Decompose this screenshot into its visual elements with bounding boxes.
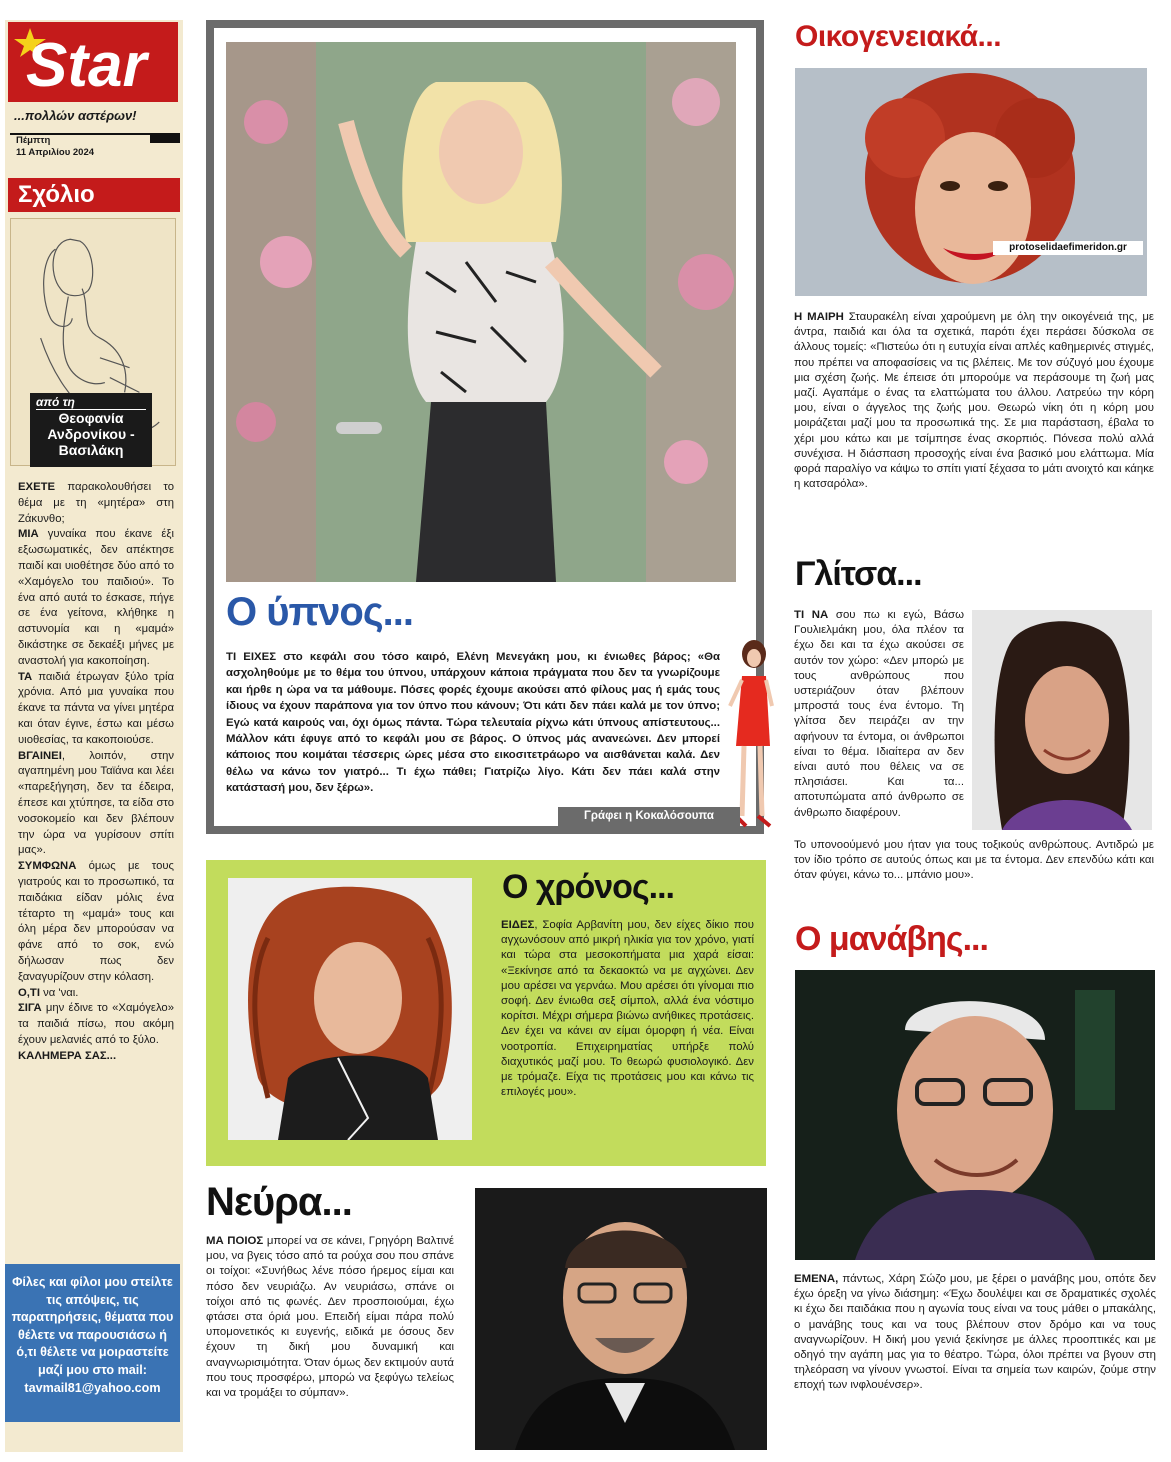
paragraph: Η ΜΑΙΡΗ Σταυρακέλη είναι χαρούμενη με όλη την οικογένειά της, με άντρα, παιδιά και όλα τα σχετικά, παρότι έχει περάσει δύσκολα σε άλλους τομείς: «Πιστεύω ότι η ευτυχία είναι απλές καθημερινές στιγμές, που πρέπει να αποφασίσεις να τις βλέπεις. Με τον σύζυγό μου έχουμε μια σχέση ζωής. Με έπεισε ότι μπορούμε να περάσουμε τη ζωή μας μαζί. Αγαπάμε ο ένας τα ελαττώματα του άλλου. Λατρεύω την κόρη μου, είναι ο άγγελος της ζωής μου. Θεωρώ νίκη ότι η κόρη μου μοιράζεται μαζί μου τα προσωπικά της. Σε μια παράσταση, έβαλα το χέρι μου κάτω και με τσίμπησε ένας σκορπιός. Πόνεσα πολύ αλλά συνέχισα. Η διάσπαση προσοχής είναι ένα βασικό μου ελάττωμα. Μία φορά παραλίγο να κάψω το σπίτι γιατί ξέχασα το μάτι ανοιχτό και κάηκε η κατσαρόλα». (794, 311, 1154, 491)
nerves-article-photo (475, 1188, 767, 1450)
paragraph: ΕΜΕΝΑ, πάντως, Χάρη Σώζο μου, με ξέρει ο μανάβης μου, οπότε δεν έχω όρεξη να γίνω διάσημη: «Έχω δουλέψει και σε δραματικές σχολές κι έχω δει παιδάκια που η αγωνία τους είναι να τους μάθει ο μπακάλης, ο μανάβης τους και να τους βλέπουν στον δρόμο και να τους αναγνωρίζουν. Η δική μου γενιά ξεκίνησε με άλλες προοπτικές και με οδηγό την αγάπη μας για το θέατρο. Τώρα, όλοι πρέπει να βγουν στη τηλεόραση να γίνουν γνωστοί. Είναι τα σημεία των καιρών, ζούμε στην εποχή των ινφλουένσερ». (794, 1273, 1156, 1392)
family-article-photo (795, 68, 1147, 296)
columnist-figurine-illustration (728, 636, 774, 836)
slogan: ...πολλών αστέρων! (14, 108, 137, 123)
time-article-text (501, 918, 754, 1100)
main-article-byline: Γράφει η Κοκαλόσουπα (558, 807, 740, 826)
watermark-text: protoselidaefimeridon.gr (993, 241, 1143, 255)
main-article-text (226, 649, 720, 797)
paragraph: ΒΓΑΙΝΕΙ, λοιπόν, στην αγαπημένη μου Ταϊάνα και λέει «παρεξήγηση, δεν τα έδειρα, έπεσε και χτύπησε, τα είδα στο νοσοκομείο και δεν βλέπουν την ώρα να γυρίσουν σπίτι μας». (18, 749, 174, 857)
paragraph: ΣΙΓΑ μην έδινε το «Χαμόγελο» τα παιδιά πίσω, που ακόμη έχουν μελανιές από το ξύλο. (18, 1002, 174, 1046)
slime-article-text-continued (794, 838, 1154, 884)
paragraph: ΤΙ ΕΙΧΕΣ στο κεφάλι σου τόσο καιρό, Ελένη Μενεγάκη μου, κι ένιωθες βάρος; «Θα ασχοληθούμε με το θέμα του ύπνου, υπάρχουν κάποια πράγματα που δεν τα γνωρίζουμε και ήρθε η ώρα να τα μάθουμε. Πόσες φορές έχουμε ακούσει από φίλους μας ή εμάς τους ίδιους να έχουν παράπονα για τον ύπνο που κάνουν; Ότι κάτι δεν πάει καλά με τον ύπνο; Εγώ κατά καιρούς ναι, όχι όμως πάντα. Τώρα τελευταία ρίχνω κάτι ύπνους απίστευτους... Μάλλον κάτι έφυγε από το κεφάλι μου σε βάρος. Ο ύπνος μάς ανανεώνει. Δεν μπορεί κάποιος που κοιμάται τέσσερις ώρες μέσα στο εικοσιτετράωρο να αισθάνεται καλά. Δεν θέλω να κάνω τον γιατρό... Τι έχω πάθει; Γιατρίζω λίγο. Κάτι δεν πάει καλά στην κατάστασή μου, δεν ξέρω». (226, 651, 720, 795)
section-title-comment: Σχόλιο (8, 178, 180, 212)
sidebar-comment-text (18, 480, 174, 1064)
time-article-title: Ο χρόνος... (502, 868, 674, 906)
star-logo (8, 22, 178, 102)
greengrocer-article-photo (795, 970, 1155, 1260)
paragraph: ΚΑΛΗΜΕΡΑ ΣΑΣ... (18, 1049, 117, 1062)
family-article-text (794, 310, 1154, 492)
paragraph: Ο,ΤΙ να 'ναι. (18, 986, 79, 999)
logo-text: Star (26, 31, 147, 100)
paragraph: Το υπονοούμενό μου ήταν για τους τοξικούς ανθρώπους. Αντιδρώ με τον ίδιο τρόπο σε αυτούς όπως και με τα έντομα. Δεν επενδύω κάτι και όταν φύγει, κάνω το... μπάνιο μου». (794, 839, 1154, 882)
paragraph: ΣΥΜΦΩΝΑ όμως με τους γιατρούς και το προσωπικό, τα παιδάκια είδαν μόλις ένα τέταρτο τη «μαμά» τους και όλη μέρα δεν μπορούσαν να φάνε από το σοκ, ενώ δήλωσαν πως δεν ξαναγυρίζουν στην κόλαση. (18, 860, 174, 983)
paragraph: ΜΑ ΠΟΙΟΣ μπορεί να σε κάνει, Γρηγόρη Βαλτινέ μου, να βγεις τόσο από τα ρούχα σου που σπάνε οι τοίχοι: «Συνήθως λένε πόσο ήρεμος είμαι και πόσο δεν νευριάζω. Αν νευριάσω, σπάνε οι τοίχοι από τις φωνές. Δεν προσποιούμαι, έχω φτάσει στα όριά μου. Επειδή είμαι πάρα πολύ υπομονετικός κι ευγενής, ειδικά με όσους δεν έχουν τη δική μου δυναμική και αναγνωρισιμότητα. Όταν όμως δεν εκτιμούν αυτά που τους προσφέρω, μπορώ να ξεφύγω τελείως και να τρομάξει το σύμπαν». (206, 1235, 454, 1400)
author-prefix: από τη (36, 395, 146, 410)
main-article-photo (226, 42, 736, 582)
slime-article-title: Γλίτσα... (795, 555, 922, 593)
contact-email-link[interactable]: tavmail81@yahoo.com (24, 1380, 161, 1395)
slime-article-photo (972, 610, 1152, 830)
paragraph: ΤΑ παιδιά έτρωγαν ξύλο τρία χρόνια. Από μια γυναίκα που έκανε τα πάντα να γίνει μητέρα και όταν έγινε, έστω και μέσω υιοθεσίας, τα κακοποιούσε. (18, 670, 174, 746)
nerves-article-text (206, 1234, 454, 1401)
main-article-title: Ο ύπνος... (226, 590, 413, 634)
date-divider (150, 133, 180, 143)
paragraph: ΜΙΑ γυναίκα που έκανε έξι εξωσωματικές, δεν απέκτησε παιδί και υιοθέτησε δύο από το «Χαμόγελο του παιδιού». Το ένα από αυτά το έσκασε, πήγε σε ένα γείτονα, κλήθηκε η αστυνομία και η «μαμά» δικάστηκε σε δεκαέξι μήνες με αναστολή για κακοποίηση. (18, 528, 174, 667)
time-article-photo (228, 878, 472, 1140)
author-name: Θεοφανία Ανδρονίκου - Βασιλάκη (47, 410, 135, 458)
contact-text: Φίλες και φίλοι μου στείλτε τις απόψεις, τις παρατηρήσεις, θέματα που θέλετε να παρουσιάσω ή ό,τι θέλετε να μοιραστείτε μαζί μου στο mail: (11, 1275, 174, 1377)
contact-box (5, 1264, 180, 1422)
greengrocer-article-title: Ο μανάβης... (795, 920, 988, 958)
nerves-article-title: Νεύρα... (206, 1180, 352, 1224)
author-box (30, 393, 152, 467)
paragraph: ΕΙΔΕΣ, Σοφία Αρβανίτη μου, δεν είχες δίκιο που αγχωνόσουν από μικρή ηλικία για τον χρόνο, γιατί και τώρα στα μεσοκοπήματα μια χαρά είσαι: «Ξεκίνησε από τα δεκαοκτώ να με αγχώνει. Δεν μου αρέσει να γερνάω. Μου αρέσει ότι γίνομαι πιο σοφή. Δεν ένιωθα σεξ σίμπολ, αλλά ένα νόστιμο κορίτσι. Μέχρι σήμερα βιώνω ανήθικες προτάσεις. Δεν έχει να κάνει αν είμαι όμορφη ή νέα. Είναι νοοτροπία. Επιχειρηματίας υπήρξε πολύ διαχυτικός μαζί μου. Το θεωρώ φυσιολογικό. Δεν με τρόμαζε. Είχα τις προτάσεις μου και κάνω τις επιλογές μου». (501, 919, 754, 1099)
slime-article-text (794, 608, 964, 821)
family-article-title: Οικογενειακά... (795, 20, 1002, 53)
paragraph: ΕΧΕΤΕ παρακολουθήσει το θέμα με τη «μητέρα» στη Ζάκυνθο; (18, 481, 174, 525)
issue-date-text: 11 Απριλίου 2024 (16, 147, 95, 158)
greengrocer-article-text (794, 1272, 1156, 1394)
paragraph: ΤΙ ΝΑ σου πω κι εγώ, Βάσω Γουλιελμάκη μου, όλα πλέον τα έχω δει και τα έχω ακούσει σε αυτόν τον χώρο: «Δεν μπορώ με τους ανθρώπους που υστεριάζουν όταν βλέπουν μπροστά τους ένα έντομο. Τη γλίτσα δεν πειράζει αν την αφήνουν τα έντομα, οι άνθρωποι είναι το θέμα. Ιδιαίτερα αν δεν είναι αυτό που θέλεις να σε πλησιάσει. Και τα... αποτυπώματα από άνθρωπο σε άνθρωπο διαφέρουν. (794, 609, 964, 819)
issue-day: Πέμπτη (16, 135, 51, 146)
